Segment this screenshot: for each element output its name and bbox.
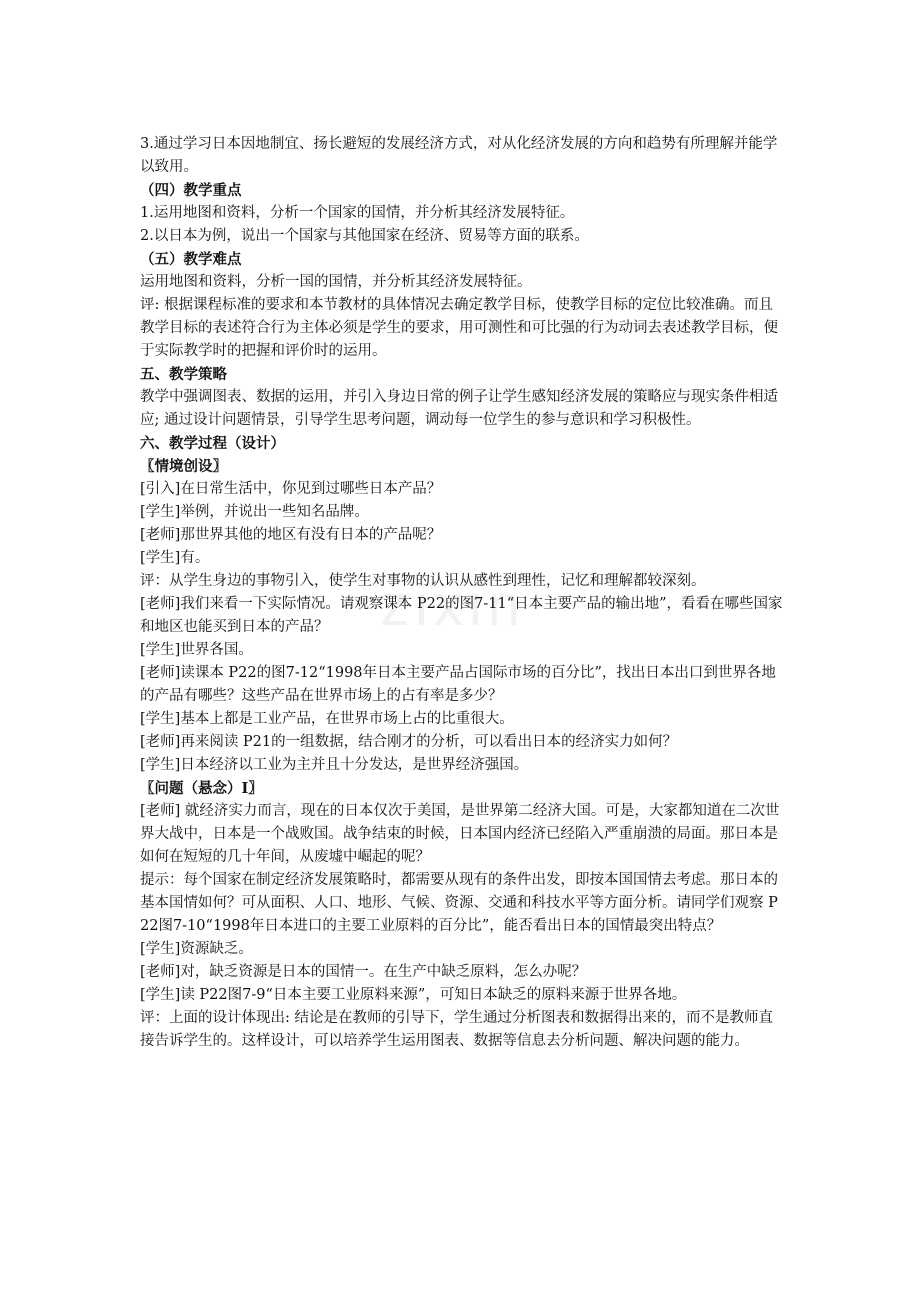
document-body	[140, 133, 785, 1053]
dialogue-line: [学生]举例，并说出一些知名品牌。	[140, 504, 369, 520]
paragraph-comment-goals: 评: 根据课程标准的要求和本节教材的具体情况去确定教学目标，使教学目标的定位比较准确。而且教学目标的表述符合行为主体必须是学生的要求，用可测性和可比强的行为动词去表述教学目标，便于实际教学时的把握和评价时的运用。	[140, 297, 778, 359]
watermark: zixin	[380, 573, 527, 638]
heading-question-1: 〖问题（悬念）Ⅰ〗	[140, 780, 263, 797]
heading-situation: 〖情境创设〗	[140, 458, 227, 475]
dialogue-line: [学生]读 P22图7-9“日本主要工业原料来源”，可知日本缺乏的原料来源于世界各地。	[140, 987, 687, 1003]
dialogue-line: [学生]基本上都是工业产品，在世界市场上占的比重很大。	[140, 711, 514, 727]
paragraph-key-point-1: 1.运用地图和资料，分析一个国家的国情，并分析其经济发展特征。	[140, 205, 575, 221]
paragraph-key-point-2: 2.以日本为例，说出一个国家与其他国家在经济、贸易等方面的联系。	[140, 228, 589, 244]
dialogue-line: [老师]再来阅读 P21的一组数据，结合刚才的分析，可以看出日本的经济实力如何？	[140, 734, 678, 750]
dialogue-line: [老师]读课本 P22的图7-12“1998年日本主要产品占国际市场的百分比”，找出日本出口到世界各地的产品有哪些？这些产品在世界市场上的占有率是多少？	[140, 665, 776, 704]
dialogue-line: [引入]在日常生活中，你见到过哪些日本产品？	[140, 481, 442, 497]
heading-key-points: （四）教学重点	[140, 182, 242, 199]
paragraph-comment: 评：上面的设计体现出: 结论是在教师的引导下，学生通过分析图表和数据得出来的，而不是教师直接告诉学生的。这样设计，可以培养学生运用图表、数据等信息去分析问题、解决问题的能力。	[140, 1010, 773, 1049]
paragraph-difficulty: 运用地图和资料，分析一国的国情，并分析其经济发展特征。	[140, 274, 532, 290]
heading-strategy: 五、教学策略	[140, 366, 227, 383]
paragraph-goal-3: 3.通过学习日本因地制宜、扬长避短的发展经济方式，对从化经济发展的方向和趋势有所理解并能学以致用。	[140, 136, 778, 175]
paragraph-hint: 提示：每个国家在制定经济发展策略时，都需要从现有的条件出发，即按本国国情去考虑。那日本的基本国情如何？可从面积、人口、地形、气候、资源、交通和科技水平等方面分析。请同学们观察 P22图7-10“1998年日本进口的主要工业原料的百分比”，能否看出日本的国情最突出特点？	[140, 872, 778, 934]
dialogue-line: [老师]那世界其他的地区有没有日本的产品呢？	[140, 527, 442, 543]
dialogue-line: [学生]有。	[140, 550, 210, 566]
dialogue-line: [老师]我们来看一下实际情况。请观察课本 P22的图7-11“日本主要产品的输出地”，看看在哪些国家和地区也能买到日本的产品？	[140, 596, 783, 635]
dialogue-line: [老师] 就经济实力而言，现在的日本仅次于美国，是世界第二经济大国。可是，大家都知道在二次世界大战中，日本是一个战败国。战争结束的时候，日本国内经济已经陷入严重崩溃的局面。那日本是如何在短短的几十年间，从废墟中崛起的呢？	[140, 803, 780, 865]
dialogue-line: [老师]对，缺乏资源是日本的国情一。在生产中缺乏原料，怎么办呢？	[140, 964, 587, 980]
dialogue-line: [学生]世界各国。	[140, 642, 253, 658]
dialogue-line: [学生]资源缺乏。	[140, 941, 253, 957]
heading-process: 六、教学过程（设计）	[140, 435, 285, 452]
heading-difficulties: （五）教学难点	[140, 251, 242, 268]
paragraph-strategy: 教学中强调图表、数据的运用，并引入身边日常的例子让学生感知经济发展的策略应与现实条件相适应; 通过设计问题情景，引导学生思考问题，调动每一位学生的参与意识和学习积极性。	[140, 389, 778, 428]
dialogue-line: [学生]日本经济以工业为主并且十分发达，是世界经济强国。	[140, 757, 529, 773]
paragraph-comment: 评：从学生身边的事物引入，使学生对事物的认识从感性到理性，记忆和理解都较深刻。	[140, 573, 706, 589]
